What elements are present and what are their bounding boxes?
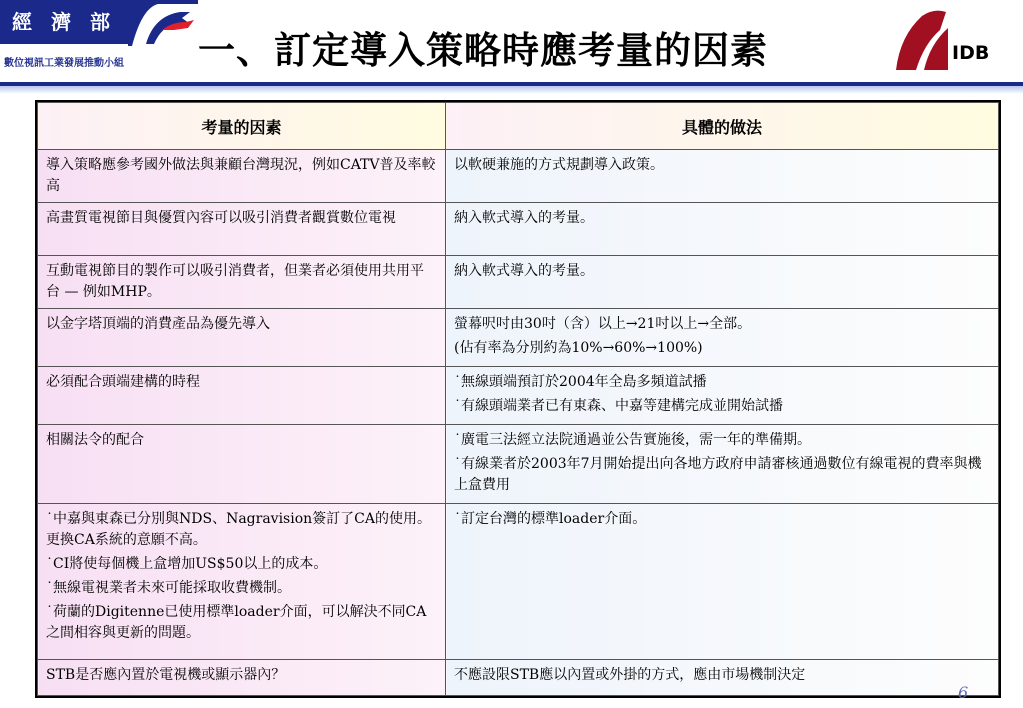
idb-logo-text: IDB bbox=[952, 42, 990, 64]
approach-text: ˙無線頭端預訂於2004年全島多頻道試播 bbox=[454, 374, 707, 390]
idb-logo-icon bbox=[894, 8, 950, 76]
approach-text: ˙有線頭端業者已有東森、中嘉等建構完成並開始試播 bbox=[454, 398, 783, 414]
factor-cell bbox=[38, 150, 446, 203]
approach-cell bbox=[446, 367, 999, 425]
factor-text: 互動電視節目的製作可以吸引消費者，但業者必須使用共用平台 — 例如MHP。 bbox=[46, 263, 424, 300]
table-row bbox=[38, 504, 999, 660]
factor-cell bbox=[38, 660, 446, 696]
header-rule-gradient bbox=[0, 86, 1023, 94]
factor-text: ˙荷蘭的Digitenne已使用標準loader介面，可以解決不同CA之間相容與更新的問題。 bbox=[46, 604, 427, 641]
factors-table bbox=[35, 100, 1001, 698]
factor-cell bbox=[38, 203, 446, 256]
ministry-subtitle: 數位視訊工業發展推動小組 bbox=[4, 58, 124, 69]
factor-cell bbox=[38, 256, 446, 309]
table-header-row bbox=[38, 103, 999, 150]
approach-text: ˙廣電三法經立法院通過並公告實施後，需一年的準備期。 bbox=[454, 432, 811, 448]
factor-text: ˙中嘉與東森已分別與NDS、Nagravision簽訂了CA的使用。更換CA系統的意願不高。 bbox=[46, 511, 431, 548]
approach-cell bbox=[446, 504, 999, 660]
factor-cell bbox=[38, 367, 446, 425]
factor-cell bbox=[38, 425, 446, 504]
table-row bbox=[38, 309, 999, 367]
table-row bbox=[38, 256, 999, 309]
factor-text: 必須配合頭端建構的時程 bbox=[46, 374, 200, 390]
column-header-approach: 具體的做法 bbox=[446, 103, 999, 150]
approach-cell bbox=[446, 309, 999, 367]
factor-text: STB是否應內置於電視機或顯示器內？ bbox=[46, 667, 286, 683]
approach-text: 不應設限STB應以內置或外掛的方式，應由市場機制決定 bbox=[454, 667, 806, 683]
approach-text: 螢幕呎吋由30吋（含）以上→21吋以上→全部。 bbox=[454, 316, 752, 332]
approach-text: 納入軟式導入的考量。 bbox=[454, 210, 594, 226]
factor-text: 以金字塔頂端的消費產品為優先導入 bbox=[46, 316, 270, 332]
table-row bbox=[38, 425, 999, 504]
approach-text: ˙有線業者於2003年7月開始提出向各地方政府申請審核通過數位有線電視的費率與機上盒費用 bbox=[454, 456, 982, 493]
table-row bbox=[38, 150, 999, 203]
table-row bbox=[38, 367, 999, 425]
approach-cell bbox=[446, 425, 999, 504]
approach-cell bbox=[446, 256, 999, 309]
table-row bbox=[38, 203, 999, 256]
slide-header bbox=[0, 0, 1023, 92]
approach-text: 納入軟式導入的考量。 bbox=[454, 263, 594, 279]
factor-text: 導入策略應參考國外做法與兼顧台灣現況，例如CATV普及率較高 bbox=[46, 157, 436, 194]
factor-text: 相關法令的配合 bbox=[46, 432, 144, 448]
approach-cell bbox=[446, 660, 999, 696]
ministry-name: 經 濟 部 bbox=[12, 10, 116, 34]
factor-text: 高畫質電視節目與優質內容可以吸引消費者觀賞數位電視 bbox=[46, 210, 396, 226]
approach-cell bbox=[446, 203, 999, 256]
approach-text: 以軟硬兼施的方式規劃導入政策。 bbox=[454, 157, 664, 173]
factor-cell bbox=[38, 504, 446, 660]
factor-cell bbox=[38, 309, 446, 367]
ministry-badge bbox=[0, 0, 128, 44]
page-number: 6 bbox=[958, 683, 969, 702]
column-header-factor: 考量的因素 bbox=[38, 103, 446, 150]
page-title: 一、訂定導入策略時應考量的因素 bbox=[198, 28, 768, 72]
swoosh-logo-icon bbox=[128, 0, 198, 46]
approach-cell bbox=[446, 150, 999, 203]
table-row bbox=[38, 660, 999, 696]
approach-text: ˙訂定台灣的標準loader介面。 bbox=[454, 511, 647, 527]
factor-text: ˙CI將使每個機上盒增加US$50以上的成本。 bbox=[46, 556, 328, 572]
approach-text: (佔有率為分別約為10%→60%→100%) bbox=[454, 340, 703, 356]
factor-text: ˙無線電視業者未來可能採取收費機制。 bbox=[46, 580, 291, 596]
